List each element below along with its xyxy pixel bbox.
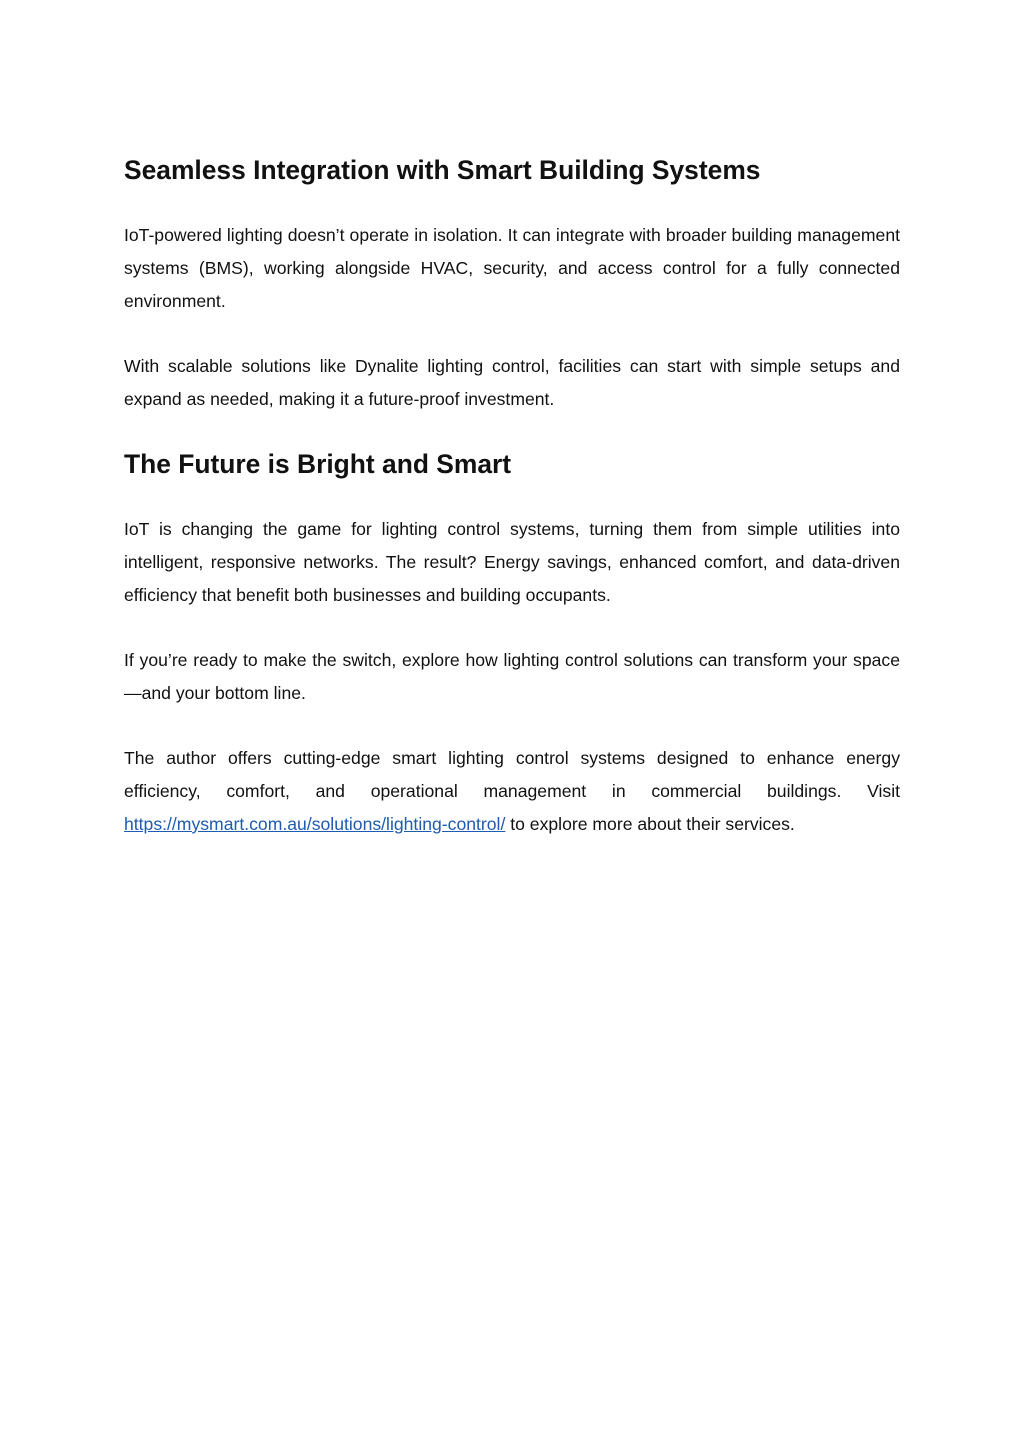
paragraph-scalable: With scalable solutions like Dynalite lighting control, facilities can start with simple setups and expand as needed, making it a future-proof investment. [124,356,900,409]
author-text: The author offers cutting-edge smart lighting control systems designed to enhance energy efficiency, comfort, and operational management in commercial buildings. Visit [124,748,900,801]
section-heading-future: The Future is Bright and Smart [124,449,512,479]
paragraph-make-switch: If you’re ready to make the switch, explore how lighting control solutions can transform your space—and your bottom line. [124,650,900,703]
paragraph-container [124,644,900,710]
paragraph-container [124,742,900,841]
section-smart-building [124,154,900,187]
document-page [124,154,900,873]
paragraph-container [124,513,900,612]
paragraph-container [124,219,900,318]
paragraph-integration: IoT-powered lighting doesn’t operate in isolation. It can integrate with broader building management systems (BMS), working alongside HVAC, security, and access control for a fully connected environment. [124,225,900,311]
paragraph-container [124,350,900,416]
section-future [124,448,900,481]
paragraph-iot-changing: IoT is changing the game for lighting control systems, turning them from simple utilities into intelligent, responsive networks. The result? Energy savings, enhanced comfort, and data-driven efficiency that benefit both businesses and building occupants. [124,519,900,605]
lighting-control-link[interactable]: https://mysmart.com.au/solutions/lighting-control/ [124,814,506,834]
author-after-link: to explore more about their services. [510,814,795,834]
section-heading-integration: Seamless Integration with Smart Building Systems [124,155,761,185]
paragraph-author [124,742,900,841]
